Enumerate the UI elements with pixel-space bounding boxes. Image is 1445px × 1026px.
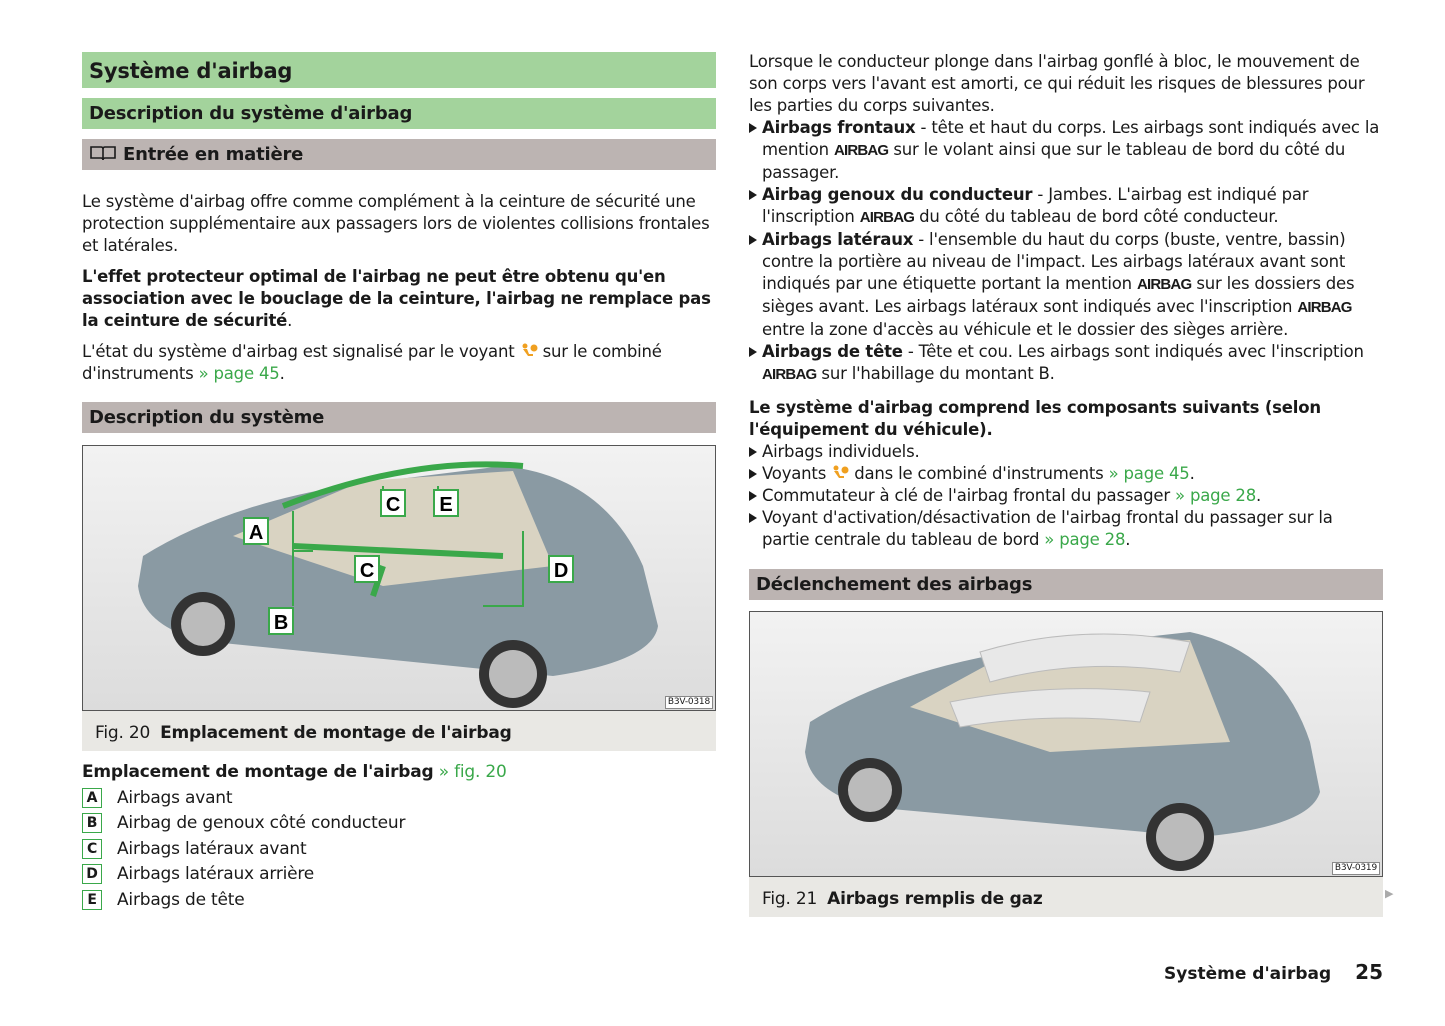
- figure-caption: Fig. 21 Airbags remplis de gaz: [749, 877, 1383, 917]
- inflated-airbags-illustration: [750, 612, 1383, 876]
- legend-item: E Airbags de tête: [82, 887, 716, 913]
- bullet-item: Airbag genoux du conducteur - Jambes. L'airbag est indiqué par l'inscription AIRBAG du côté du tableau de bord côté conducteur.: [749, 184, 1383, 229]
- svg-text:E: E: [439, 494, 453, 516]
- page-link[interactable]: » page 45: [1108, 464, 1190, 483]
- figure-21: [749, 611, 1383, 877]
- book-icon: [89, 144, 117, 162]
- figure-id: B3V-0318: [665, 696, 713, 709]
- svg-text:A: A: [248, 522, 264, 544]
- legend-item: D Airbags latéraux arrière: [82, 862, 716, 888]
- section-title: Description du système d'airbag: [82, 98, 716, 129]
- svg-text:D: D: [553, 560, 569, 582]
- legend-item: B Airbag de genoux côté conducteur: [82, 811, 716, 837]
- deployment-heading: Déclenchement des airbags: [749, 569, 1383, 600]
- intro-paragraph: Le système d'airbag offre comme complément à la ceinture de sécurité une protection supplémentaire aux passagers lors de violentes collisions frontales et latérales.: [82, 192, 710, 255]
- car-airbag-locations-illustration: [83, 446, 716, 710]
- component-item: Voyants dans le combiné d'instruments » page 45.: [749, 463, 1383, 485]
- bullet-item: Airbags de tête - Tête et cou. Les airbags sont indiqués avec l'inscription AIRBAG sur l'habillage du montant B.: [749, 341, 1383, 386]
- svg-text:C: C: [385, 494, 401, 516]
- legend: Emplacement de montage de l'airbag » fig. 20 A Airbags avant B Airbag de genoux côté conducteur C Airbags latéraux avant D Airbags latéraux arrière E Airbags de tête: [82, 761, 716, 913]
- intro-heading: Entrée en matière: [82, 139, 716, 170]
- legend-item: C Airbags latéraux avant: [82, 836, 716, 862]
- svg-text:B: B: [273, 612, 289, 634]
- airbag-warning-icon: [520, 343, 538, 359]
- left-column: [82, 52, 716, 913]
- figure-link[interactable]: » fig. 20: [438, 762, 507, 782]
- page-link[interactable]: » page 28: [1175, 486, 1256, 505]
- bullet-item: Airbags frontaux - tête et haut du corps. Les airbags sont indiqués avec la mention AIRBAG sur le volant ainsi que sur le tableau de bord du côté du passager.: [749, 117, 1383, 184]
- status-paragraph: L'état du système d'airbag est signalisé par le voyant sur le combiné d'instruments » page 45.: [82, 342, 662, 383]
- component-item: Airbags individuels.: [749, 441, 1383, 463]
- page-number: 25: [1355, 960, 1383, 984]
- components-heading: Le système d'airbag comprend les composants suivants (selon l'équipement du véhicule).: [749, 398, 1321, 439]
- page-link[interactable]: » page 28: [1044, 530, 1126, 549]
- continue-arrow-icon: ▶: [1385, 887, 1394, 900]
- body-paragraph: Lorsque le conducteur plonge dans l'airbag gonflé à bloc, le mouvement de son corps vers l'avant est amorti, ce qui réduit les risques de blessures pour les parties du corps suivantes.: [749, 52, 1365, 115]
- page-link[interactable]: » page 45: [198, 364, 280, 383]
- svg-text:C: C: [359, 560, 375, 582]
- page-footer: Système d'airbag 25: [1164, 960, 1383, 984]
- airbag-warning-icon: [831, 465, 849, 481]
- figure-caption: Fig. 20 Emplacement de montage de l'airbag: [82, 711, 716, 751]
- figure-20: [82, 445, 716, 711]
- chapter-title: Système d'airbag: [82, 52, 716, 88]
- system-heading: Description du système: [82, 402, 716, 433]
- component-item: Commutateur à clé de l'airbag frontal du passager » page 28.: [749, 485, 1383, 507]
- component-item: Voyant d'activation/désactivation de l'airbag frontal du passager sur la partie centrale du tableau de bord » page 28.: [749, 507, 1383, 551]
- legend-item: A Airbags avant: [82, 785, 716, 811]
- right-column: [749, 51, 1383, 917]
- warning-paragraph: L'effet protecteur optimal de l'airbag ne peut être obtenu qu'en association avec le bouclage de la ceinture, l'airbag ne remplace pas la ceinture de sécurité.: [82, 267, 711, 330]
- bullet-item: Airbags latéraux - l'ensemble du haut du corps (buste, ventre, bassin) contre la portière au niveau de l'impact. Les airbags latéraux avant sont indiqués par une étiquette portant la mention AIRBAG sur les dossiers des sièges avant. Les airbags latéraux sont indiqués avec l'inscription AIRBAG entre la zone d'accès au véhicule et le dossier des sièges arrière.: [749, 229, 1383, 341]
- figure-id: B3V-0319: [1332, 862, 1380, 875]
